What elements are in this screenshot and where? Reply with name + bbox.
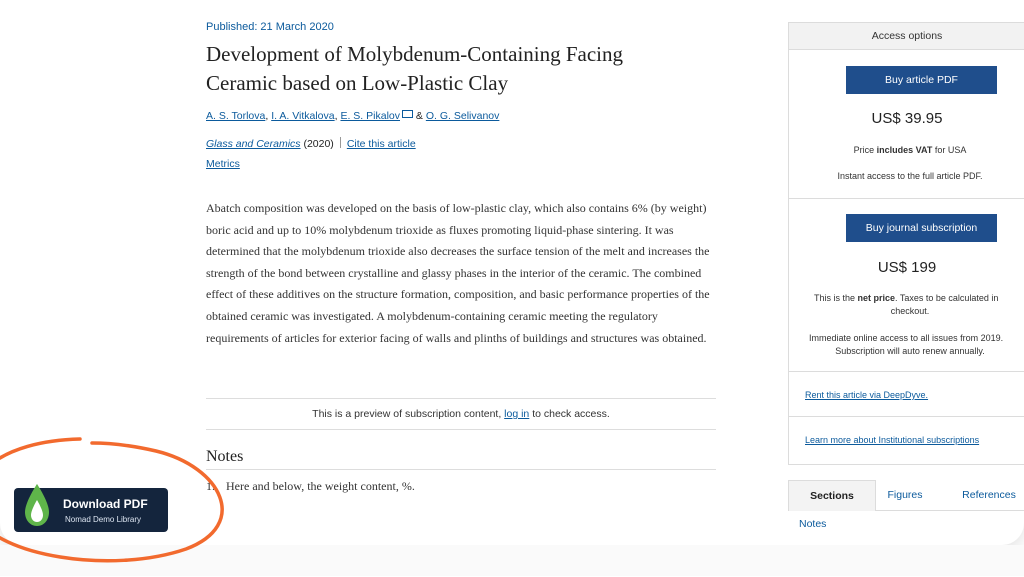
access-options-header: Access options <box>789 23 1024 50</box>
note-number: 1. <box>206 479 215 493</box>
library-name-label: Nomad Demo Library <box>65 515 142 524</box>
net-price-bold: net price <box>857 293 896 303</box>
author-list <box>206 110 499 122</box>
cite-article-link[interactable]: Cite this article <box>346 138 416 150</box>
author-link[interactable]: E. S. Pikalov <box>340 110 400 122</box>
article-title-line-1: Development of Molybdenum-Containing Facing <box>206 42 624 66</box>
checkout-note: checkout. <box>890 306 930 316</box>
leaf-drop-icon <box>22 482 52 530</box>
instant-access-note: Instant access to the full article PDF. <box>837 171 983 181</box>
download-pdf-extension-button[interactable] <box>14 488 168 532</box>
author-separator: , <box>265 110 272 122</box>
author-link[interactable]: A. S. Torlova <box>206 110 266 122</box>
divider-bar <box>340 137 341 148</box>
section-divider <box>789 198 1024 199</box>
auto-renew-note: Subscription will auto renew annually. <box>835 346 985 356</box>
note-text: Here and below, the weight content, %. <box>226 479 415 493</box>
preview-text-end: to check access. <box>529 408 610 420</box>
author-link[interactable]: O. G. Selivanov <box>425 110 500 122</box>
article-price: US$ 39.95 <box>871 110 943 127</box>
preview-bottom-divider <box>206 429 716 430</box>
author-separator: , <box>334 110 341 122</box>
net-price-note <box>814 292 1024 305</box>
tab-figures[interactable]: Figures <box>887 489 923 501</box>
section-link-notes[interactable]: Notes <box>799 518 827 530</box>
author-separator: & <box>413 110 426 122</box>
notes-heading: Notes <box>206 448 244 465</box>
log-in-link[interactable]: log in <box>504 408 530 420</box>
net-price-text: This is the <box>814 293 858 303</box>
rent-deepdyve-link[interactable]: Rent this article via DeepDyve. <box>805 390 929 400</box>
article-tabs <box>788 480 1024 511</box>
notes-divider <box>206 469 716 470</box>
journal-citation <box>206 137 416 150</box>
published-date: Published: 21 March 2020 <box>206 21 334 33</box>
subscription-price: US$ 199 <box>877 259 937 276</box>
net-price-text-end: . Taxes to be calculated in <box>895 293 999 303</box>
preview-top-divider <box>206 398 716 399</box>
preview-text: This is a preview of subscription content, <box>312 408 505 420</box>
metrics-link[interactable]: Metrics <box>206 158 240 170</box>
article-title <box>206 40 716 98</box>
immediate-access-note: Immediate online access to all issues from 2019. <box>809 333 1004 343</box>
tab-sections[interactable]: Sections <box>788 480 876 511</box>
vat-note-text: Price <box>853 145 877 155</box>
vat-note-bold: includes VAT <box>876 145 933 155</box>
institutional-subscriptions-link[interactable]: Learn more about Institutional subscriptions <box>805 435 980 445</box>
tab-references[interactable]: References <box>962 489 1016 501</box>
vat-note <box>797 144 1023 157</box>
article-title-line-2: Ceramic based on Low-Plastic Clay <box>206 71 509 95</box>
journal-year: (2020) <box>303 138 334 150</box>
vat-note-text-end: for USA <box>932 145 967 155</box>
download-pdf-label: Download PDF <box>63 497 148 511</box>
journal-link[interactable]: Glass and Ceramics <box>206 138 301 150</box>
access-options-box <box>788 22 1024 465</box>
preview-notice <box>206 408 716 420</box>
buy-journal-subscription-button[interactable]: Buy journal subscription <box>846 214 997 242</box>
section-divider <box>789 371 1024 372</box>
buy-article-pdf-button[interactable]: Buy article PDF <box>846 66 997 94</box>
email-icon[interactable] <box>402 110 413 118</box>
section-divider <box>789 416 1024 417</box>
abstract-text: Abatch composition was developed on the basis of low-plastic clay, which also contains 6% (by weight) boric acid and up to 10% molybdenum trioxide as fluxes promoting liquid-phase sintering. It was determined that the molybdenum trioxide also decreases the surface tension of the melt and increases the strength of the bond between crystalline and glassy phases in the interior of the ceramic. The combined effect of these additives on the structure formation, composition, and basic performance properties of the obtained ceramic was investigated. A molybdenum-containing ceramic meeting the regulatory requirements of articles for exterior facing of walls and plinths of buildings and structures was obtained. <box>206 201 710 345</box>
author-link[interactable]: I. A. Vitkalova <box>271 110 335 122</box>
